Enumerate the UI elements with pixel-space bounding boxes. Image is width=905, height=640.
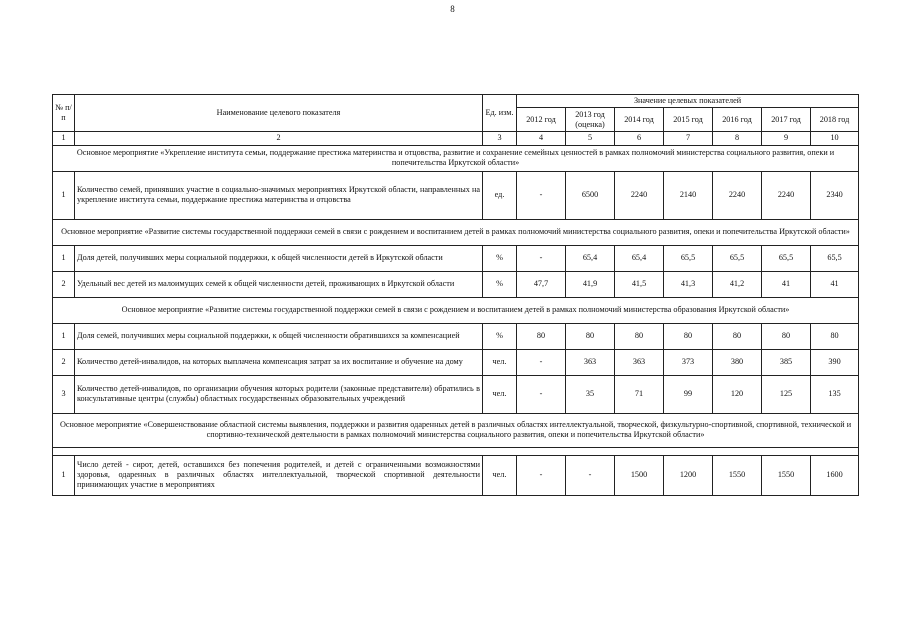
header-values-group: Значение целевых показателей [517,95,859,108]
column-number: 3 [483,132,517,145]
indicator-name: Доля детей, получивших меры социальной поддержки, к общей численности детей в Иркутской области [75,245,483,271]
indicator-value: 2240 [762,171,811,219]
indicator-value: - [517,349,566,375]
section-title: Основное мероприятие «Укрепление института семьи, поддержание престижа материнства и отцовства, развитие и сохранение семейных ценностей в рамках полномочий министерства социального развития, опеки и попечительства Иркутской области» [53,145,859,171]
indicator-value: 65,4 [566,245,615,271]
row-num: 1 [53,455,75,495]
indicator-unit: чел. [483,375,517,413]
indicator-value: 47,7 [517,271,566,297]
indicator-value: 2240 [713,171,762,219]
indicator-value: 1200 [664,455,713,495]
column-number: 8 [713,132,762,145]
indicator-unit: чел. [483,455,517,495]
indicator-name: Число детей - сирот, детей, оставшихся без попечения родителей, и детей с ограниченными возможностями здоровья, одаренных в различных областях интеллектуальной, творческой спортивной деятельности принимающих участие в мероприятиях [75,455,483,495]
indicator-value: 385 [762,349,811,375]
indicator-value: 2140 [664,171,713,219]
page-number: 8 [450,4,455,14]
indicator-value: 41,9 [566,271,615,297]
column-number: 4 [517,132,566,145]
indicator-value: 120 [713,375,762,413]
header-year: 2016 год [713,108,762,132]
indicator-value: 363 [615,349,664,375]
indicator-value: 390 [811,349,859,375]
header-year: 2018 год [811,108,859,132]
header-unit: Ед. изм. [483,95,517,132]
indicator-value: 65,4 [615,245,664,271]
indicator-value: 2340 [811,171,859,219]
indicator-name: Количество семей, принявших участие в социально-значимых мероприятиях Иркутской области, направленных на укрепление института семьи, поддержание престижа материнства и отцовства [75,171,483,219]
indicator-value: - [517,245,566,271]
header-num: № п/п [53,95,75,132]
header-year: 2013 год (оценка) [566,108,615,132]
indicator-name: Доля семей, получивших меры социальной поддержки, к общей численности обратившихся за компенсацией [75,323,483,349]
indicator-value: 35 [566,375,615,413]
column-number: 6 [615,132,664,145]
column-number: 9 [762,132,811,145]
indicator-value: - [566,455,615,495]
indicator-value: 80 [566,323,615,349]
indicator-value: - [517,171,566,219]
indicator-unit: ед. [483,171,517,219]
row-num: 2 [53,349,75,375]
indicator-value: 2240 [615,171,664,219]
indicator-value: 99 [664,375,713,413]
indicator-value: 65,5 [664,245,713,271]
indicator-value: 1600 [811,455,859,495]
indicator-value: 1550 [713,455,762,495]
indicator-value: 65,5 [762,245,811,271]
indicator-value: 41 [762,271,811,297]
indicator-value: - [517,455,566,495]
section-title: Основное мероприятие «Совершенствование областной системы выявления, поддержки и развития одаренных детей в различных областях интеллектуальной, творческой, физкультурно-спортивной, спортивной, технической и спортивно-технической деятельности в рамках полномочий министерства социального развития, опеки и попечительства Иркутской области» [53,413,859,447]
indicator-value: 41,3 [664,271,713,297]
indicator-value: 80 [713,323,762,349]
spacer-row [53,447,859,455]
indicator-value: 65,5 [811,245,859,271]
column-number: 2 [75,132,483,145]
header-year: 2014 год [615,108,664,132]
indicator-value: 363 [566,349,615,375]
row-num: 3 [53,375,75,413]
target-indicators-table [52,94,859,496]
indicator-value: 125 [762,375,811,413]
indicator-value: 41,5 [615,271,664,297]
indicator-name: Количество детей-инвалидов, по организации обучения которых родители (законные представители) обратились в консультативные центры (службы) областных государственных образовательных учреждений [75,375,483,413]
indicator-value: 80 [762,323,811,349]
column-number: 10 [811,132,859,145]
indicator-value: 80 [811,323,859,349]
indicator-unit: чел. [483,349,517,375]
indicator-value: 80 [664,323,713,349]
indicator-value: 80 [615,323,664,349]
indicator-value: 380 [713,349,762,375]
section-title: Основное мероприятие «Развитие системы государственной поддержки семей в связи с рождением и воспитанием детей в рамках полномочий министерства образования Иркутской области» [53,297,859,323]
row-num: 1 [53,323,75,349]
indicator-value: 80 [517,323,566,349]
indicator-value: - [517,375,566,413]
indicator-value: 41,2 [713,271,762,297]
indicator-name: Количество детей-инвалидов, на которых выплачена компенсация затрат за их воспитание и обучение на дому [75,349,483,375]
header-name: Наименование целевого показателя [75,95,483,132]
indicator-value: 41 [811,271,859,297]
row-num: 1 [53,171,75,219]
indicator-unit: % [483,271,517,297]
indicator-value: 71 [615,375,664,413]
header-year: 2017 год [762,108,811,132]
row-num: 1 [53,245,75,271]
indicator-name: Удельный вес детей из малоимущих семей к общей численности детей, проживающих в Иркутской области [75,271,483,297]
indicator-unit: % [483,245,517,271]
indicator-value: 6500 [566,171,615,219]
section-title: Основное мероприятие «Развитие системы государственной поддержки семей в связи с рождением и воспитанием детей в рамках полномочий министерства социального развития, опеки и попечительства Иркутской области» [53,219,859,245]
column-number: 5 [566,132,615,145]
column-number: 1 [53,132,75,145]
header-year: 2012 год [517,108,566,132]
column-number: 7 [664,132,713,145]
indicator-value: 1550 [762,455,811,495]
row-num: 2 [53,271,75,297]
indicator-value: 373 [664,349,713,375]
indicator-unit: % [483,323,517,349]
indicator-value: 135 [811,375,859,413]
indicator-value: 65,5 [713,245,762,271]
header-year: 2015 год [664,108,713,132]
indicator-value: 1500 [615,455,664,495]
